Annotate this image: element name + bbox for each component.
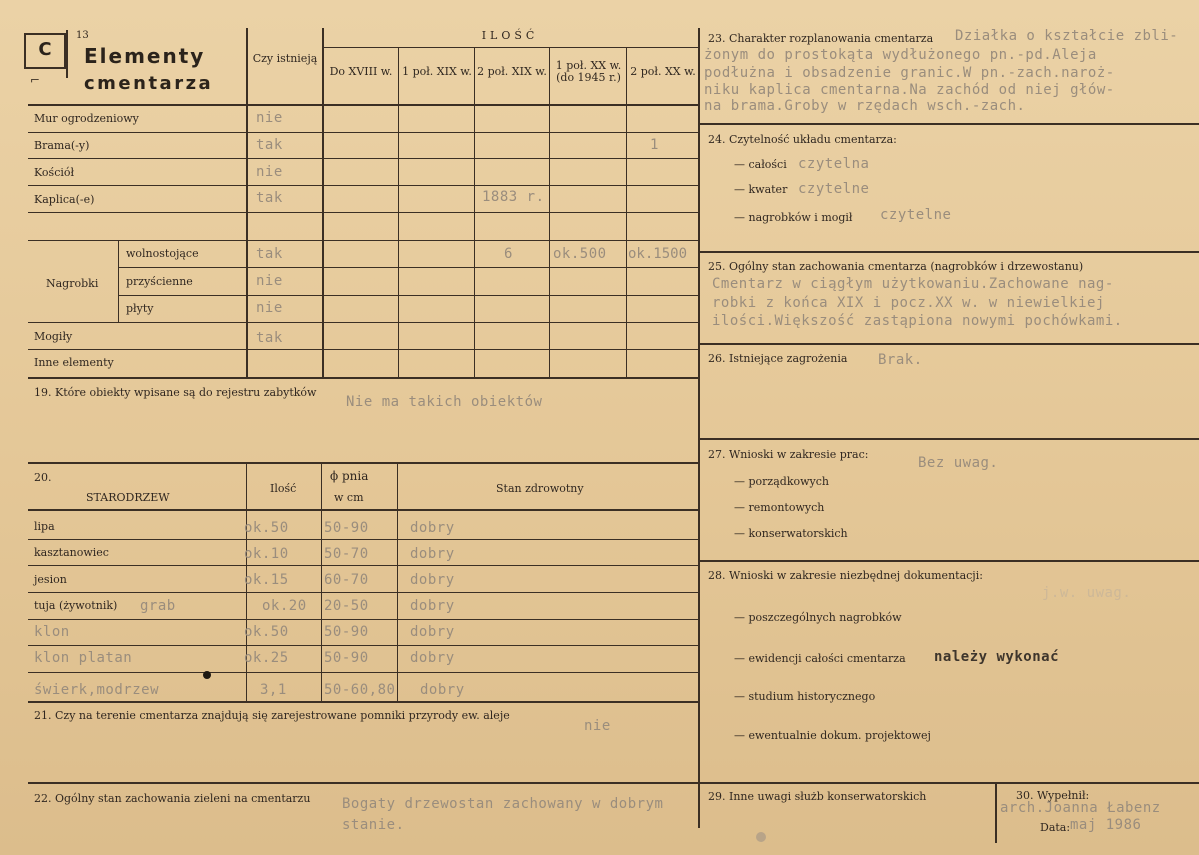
exists-value: tak (256, 190, 283, 206)
page-title-line2: cmentarza (84, 73, 214, 94)
q23-answer-line4: niku kaplica cmentarna.Na zachód od niej głów- (704, 82, 1115, 98)
q28-ewidencja-answer: należy wykonać (934, 649, 1060, 665)
grid-line (322, 47, 698, 48)
grid-line (28, 701, 698, 703)
grid-line (28, 782, 698, 784)
exists-value: tak (256, 137, 283, 153)
q24-label: 24. Czytelność układu cmentarza: (708, 133, 897, 146)
q27-item: — konserwatorskich (734, 527, 848, 540)
grid-line (28, 509, 698, 511)
q25-answer-line3: ilości.Większość zastąpiona nowymi pochówkami. (712, 313, 1123, 329)
grid-line (398, 48, 399, 378)
tree-species-typed: grab (140, 598, 176, 614)
q20-col-cm: w cm (334, 491, 364, 504)
tree-diameter: 50-70 (324, 546, 369, 562)
grid-line (28, 240, 698, 241)
q20-number: 20. (34, 471, 52, 484)
tree-count: ok.20 (262, 598, 307, 614)
tree-species: jesion (34, 573, 67, 586)
col-header-exists: Czy istnieją (252, 52, 318, 65)
row-label: Kościół (34, 166, 75, 179)
q19-label: 19. Które obiekty wpisane są do rejestru zabytków (34, 386, 317, 399)
grid-line (118, 240, 119, 322)
tree-count: ok.50 (244, 624, 289, 640)
grid-line (698, 438, 1199, 440)
tree-species-typed: klon (34, 624, 70, 640)
q30-label: 30. Wypełnił: (1016, 789, 1090, 802)
q23-answer-line5: na brama.Groby w rzędach wsch.-zach. (704, 98, 1026, 114)
q28-item: — ewentualnie dokum. projektowej (734, 729, 931, 742)
grid-line (28, 104, 698, 106)
ink-blot (203, 671, 211, 679)
grid-line (28, 158, 698, 159)
tree-diameter: 20-50 (324, 598, 369, 614)
grid-line (28, 672, 698, 673)
tree-species: lipa (34, 520, 55, 533)
tree-count: 3,1 (260, 682, 287, 698)
page-divider (698, 28, 700, 828)
q27-item: — remontowych (734, 501, 825, 514)
q27-answer: Bez uwag. (918, 455, 999, 471)
q30-date: maj 1986 (1070, 817, 1142, 833)
exists-value: nie (256, 110, 283, 126)
q23-answer-line2: żonym do prostokąta wydłużonego pn.-pd.Aleja (704, 47, 1097, 63)
q22-answer-line2: stanie. (342, 817, 405, 833)
grid-line (698, 343, 1199, 345)
tree-diameter: 50-90 (324, 650, 369, 666)
q23-answer-line1: Działka o kształcie zbli- (955, 28, 1179, 44)
period-value: 6 (504, 246, 513, 262)
grid-line (28, 185, 698, 186)
row-label: płyty (126, 302, 154, 315)
grid-line (118, 267, 698, 268)
grid-line (28, 592, 698, 593)
tree-diameter: 60-70 (324, 572, 369, 588)
grid-line (28, 565, 698, 566)
tree-health: dobry (410, 546, 455, 562)
grid-line (28, 462, 698, 464)
header-divider (66, 30, 68, 78)
q20-col-ilosc: Ilość (270, 482, 297, 495)
exists-value: tak (256, 246, 283, 262)
row-label: Mur ogrodzeniowy (34, 112, 139, 125)
q24-item-label: — całości (734, 158, 787, 171)
q28-faint-note: j.w. uwag. (1042, 585, 1132, 601)
tree-species-typed: klon platan (34, 650, 133, 666)
q20-col-starodrzew: STARODRZEW (86, 491, 170, 504)
q24-item-answer: czytelne (798, 181, 870, 197)
grid-line (28, 132, 698, 133)
tree-health: dobry (410, 624, 455, 640)
q28-label: 28. Wnioski w zakresie niezbędnej dokumentacji: (708, 569, 983, 582)
grid-line (995, 783, 997, 843)
exists-value: nie (256, 164, 283, 180)
grid-line (28, 349, 698, 350)
tree-count: ok.25 (244, 650, 289, 666)
q28-item: — ewidencji całości cmentarza (734, 652, 906, 665)
q25-answer-line1: Cmentarz w ciągłym użytkowaniu.Zachowane nag- (712, 276, 1114, 292)
page-title-line1: Elementy (84, 44, 206, 68)
q20-col-phi: ϕ pnia (330, 469, 369, 483)
q28-item: — studium historycznego (734, 690, 876, 703)
col-header-period: 2 poł. XX w. (630, 65, 696, 78)
exists-value: nie (256, 273, 283, 289)
row-label: Kaplica(-e) (34, 193, 95, 206)
q24-item-answer: czytelna (798, 156, 870, 172)
grid-line (28, 645, 698, 646)
col-header-period: Do XVIII w. (329, 65, 393, 78)
q20-col-stan: Stan zdrowotny (496, 482, 584, 495)
tree-count: ok.50 (244, 520, 289, 536)
tree-count: ok.10 (244, 546, 289, 562)
tree-species-typed: świerk,modrzew (34, 682, 160, 698)
row-label: wolnostojące (126, 247, 199, 260)
grid-line (28, 212, 698, 213)
q27-label: 27. Wnioski w zakresie prac: (708, 448, 869, 461)
period-value: 1 (650, 137, 659, 153)
grid-line (28, 322, 698, 323)
grid-line (698, 560, 1199, 562)
grid-line (698, 782, 1199, 784)
q24-item-answer: czytelne (880, 207, 952, 223)
corner-mark: ⌐ (30, 73, 41, 87)
q30-name: arch.Joanna Łabenz (1000, 800, 1161, 816)
row-label: Inne elementy (34, 356, 114, 369)
nagrobki-label: Nagrobki (46, 277, 99, 290)
tree-health: dobry (410, 520, 455, 536)
q23-answer-line3: podłużna i obsadzenie granic.W pn.-zach.naroż- (704, 65, 1115, 81)
col-header-period: 1 poł. XX w. (do 1945 r.) (555, 59, 622, 84)
grid-line (322, 28, 324, 378)
q23-label: 23. Charakter rozplanowania cmentarza (708, 32, 934, 45)
q29-label: 29. Inne uwagi służb konserwatorskich (708, 790, 927, 803)
tree-diameter: 50-90 (324, 520, 369, 536)
q26-label: 26. Istniejące zagrożenia (708, 352, 848, 365)
tree-health: dobry (410, 650, 455, 666)
grid-line (397, 462, 398, 702)
row-label: przyścienne (126, 275, 193, 288)
exists-value: tak (256, 330, 283, 346)
grid-line (28, 377, 698, 379)
grid-line (474, 48, 475, 378)
q19-answer: Nie ma takich obiektów (346, 394, 543, 410)
tree-diameter: 50-60,80 (324, 682, 396, 698)
q22-answer-line1: Bogaty drzewostan zachowany w dobrym (342, 796, 664, 812)
grid-line (698, 123, 1199, 125)
q28-item: — poszczególnych nagrobków (734, 611, 902, 624)
q22-label: 22. Ogólny stan zachowania zieleni na cmentarzu (34, 792, 311, 805)
q24-item-label: — kwater (734, 183, 788, 196)
grid-line (626, 48, 627, 378)
grid-line (246, 28, 248, 378)
exists-value: nie (256, 300, 283, 316)
grid-line (28, 539, 698, 540)
tree-species: kasztanowiec (34, 546, 109, 559)
q21-answer: nie (584, 718, 611, 734)
grid-line (549, 48, 550, 378)
q21-label: 21. Czy na terenie cmentarza znajdują się zarejestrowane pomniki przyrody ew. aleje (34, 709, 510, 722)
page-number: 13 (76, 30, 89, 41)
period-value: ok.500 (553, 246, 607, 262)
grid-line (698, 251, 1199, 253)
paper-stain (756, 832, 766, 842)
grid-line (118, 295, 698, 296)
q26-answer: Brak. (878, 352, 923, 368)
tree-health: dobry (410, 572, 455, 588)
tree-health: dobry (410, 598, 455, 614)
grid-line (28, 619, 698, 620)
q30-date-label: Data: (1040, 821, 1071, 834)
row-label: Brama(-y) (34, 139, 90, 152)
tree-species: tuja (żywotnik) (34, 599, 118, 612)
q25-answer-line2: robki z końca XIX i pocz.XX w. w niewielkiej (712, 295, 1105, 311)
tree-diameter: 50-90 (324, 624, 369, 640)
q24-item-label: — nagrobków i mogił (734, 211, 853, 224)
q25-label: 25. Ogólny stan zachowania cmentarza (nagrobków i drzewostanu) (708, 260, 1084, 273)
col-header-period: 2 poł. XIX w. (477, 65, 547, 78)
q27-item: — porządkowych (734, 475, 829, 488)
grid-line (321, 462, 322, 702)
tree-count: ok.15 (244, 572, 289, 588)
col-header-period: 1 poł. XIX w. (402, 65, 472, 78)
row-label: Mogiły (34, 330, 73, 343)
period-value: 1883 r. (482, 189, 545, 205)
col-header-ilosc: ILOŚĆ (481, 29, 539, 42)
tree-health: dobry (420, 682, 465, 698)
period-value: ok.1500 (628, 246, 688, 262)
section-letter-box: C (24, 33, 66, 69)
